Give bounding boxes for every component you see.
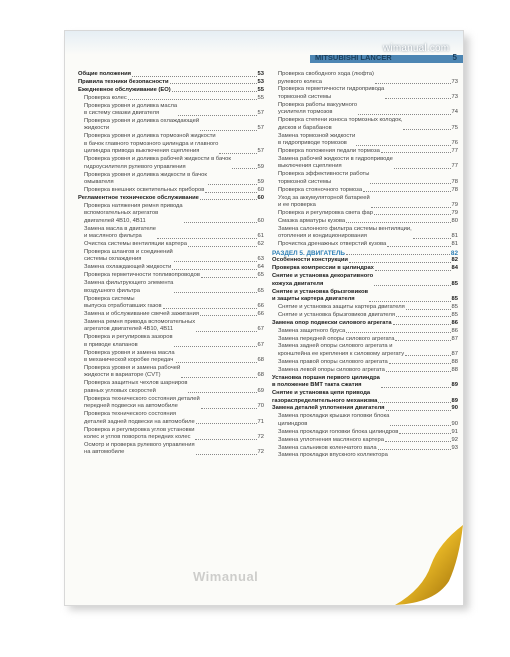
toc-entry xyxy=(272,359,458,367)
toc-page-number: 68 xyxy=(257,372,264,379)
toc-entry xyxy=(272,289,458,304)
toc-page-number: 53 xyxy=(257,78,264,85)
toc-leader-dots xyxy=(174,346,257,347)
toc-leader-dots xyxy=(181,377,256,378)
toc-entry xyxy=(78,203,264,226)
toc-entry xyxy=(78,87,264,95)
toc-entry-title: Проверка шлангов и соединений системы охлаждения xyxy=(84,248,173,263)
toc-leader-dots xyxy=(172,91,257,92)
toc-entry xyxy=(78,365,264,380)
toc-entry-title: Ежедневное обслуживание (EO) xyxy=(78,86,171,93)
toc-page-number: 86 xyxy=(451,319,458,326)
toc-leader-dots xyxy=(385,98,450,99)
toc-leader-dots xyxy=(200,315,257,316)
toc-page-number: 57 xyxy=(257,110,264,117)
toc-entry-title: Прочистка дренажных отверстий кузова xyxy=(278,241,387,248)
toc-page-number: 89 xyxy=(451,382,458,389)
toc-page-number: 84 xyxy=(451,265,458,272)
toc-leader-dots xyxy=(393,324,451,325)
toc-entry-title: Общие положения xyxy=(78,71,132,77)
toc-entry xyxy=(78,187,264,195)
toc-entry xyxy=(78,156,264,171)
toc-entry xyxy=(78,296,264,311)
toc-entry xyxy=(272,241,458,249)
toc-leader-dots xyxy=(386,410,451,411)
toc-entry xyxy=(272,367,458,375)
toc-leader-dots xyxy=(395,340,450,341)
toc-entry-title: Очистка системы вентиляции картера xyxy=(84,241,187,248)
toc-page-number: 88 xyxy=(451,366,458,373)
toc-page-number: 74 xyxy=(451,109,458,116)
toc-entry-title: Проверка уровня и доливка рабочей жидкости в бачок гидроусилителя рулевого управления xyxy=(84,156,231,170)
toc-entry xyxy=(272,156,458,171)
toc-entry-title: Проверка внешних осветительных приборов xyxy=(84,187,205,194)
toc-page-number: 60 xyxy=(257,217,264,224)
toc-right-column xyxy=(272,71,458,460)
toc-entry-title: Проверка уровня и доливка охлаждающей жидкости xyxy=(84,117,200,132)
watermark-mid: Wimanual xyxy=(193,569,259,584)
toc-page-number: 59 xyxy=(257,163,264,170)
toc-leader-dots xyxy=(196,331,256,332)
toc-entry-title: Регламентное техническое обслуживание xyxy=(78,194,199,201)
toc-page-number: 71 xyxy=(257,418,264,425)
toc-entry xyxy=(272,445,458,453)
toc-entry-title: Проверка свободного хода (люфта) рулевого колеса xyxy=(278,71,374,85)
toc-leader-dots xyxy=(188,246,257,247)
toc-leader-dots xyxy=(174,292,256,293)
toc-page-number: 81 xyxy=(451,233,458,240)
toc-entry-title: Снятие и установка брызговиков и защиты картера двигателя xyxy=(272,288,369,303)
toc-page-number: 91 xyxy=(451,428,458,435)
toc-entry-title: Проверка степени износа тормозных колодок, дисков и барабанов xyxy=(278,117,403,131)
toc-leader-dots xyxy=(132,76,256,77)
toc-entry-title: Замена ремня привода вспомогательных агрегатов двигателей 4B10, 4B11 xyxy=(84,318,196,333)
toc-page-number: 60 xyxy=(257,194,264,201)
toc-entry-title: Правила техники безопасности xyxy=(78,78,169,85)
toc-page-number: 86 xyxy=(451,327,458,334)
toc-entry xyxy=(78,411,264,426)
toc-entry xyxy=(78,249,264,264)
toc-leader-dots xyxy=(201,277,257,278)
toc-entry-title: Особенности конструкции xyxy=(272,257,348,264)
toc-page-number: 62 xyxy=(257,241,264,248)
toc-entry xyxy=(272,71,458,86)
toc-entry xyxy=(78,172,264,187)
toc-entry-title: Проверка уровня и доливка жидкости в бачок омывателя xyxy=(84,171,207,186)
toc-leader-dots xyxy=(200,199,257,200)
toc-entry xyxy=(78,272,264,280)
toc-entry-title: Замена опор подвески силового агрегата xyxy=(272,319,392,326)
toc-entry xyxy=(78,319,264,334)
toc-leader-dots xyxy=(363,191,450,192)
toc-entry xyxy=(78,380,264,395)
toc-leader-dots xyxy=(128,99,257,100)
toc-entry-title: РАЗДЕЛ 5. ДВИГАТЕЛЬ xyxy=(272,249,346,257)
toc-entry-title: Снятие и установка цепи привода газораспределительного механизма xyxy=(272,390,378,404)
toc-entry-title: Проверка и регулировка света фар xyxy=(278,209,373,216)
toc-leader-dots xyxy=(413,238,451,239)
toc-leader-dots xyxy=(369,301,450,302)
toc-leader-dots xyxy=(399,433,450,434)
toc-entry xyxy=(272,343,458,358)
toc-leader-dots xyxy=(394,168,451,169)
toc-leader-dots xyxy=(389,363,451,364)
toc-leader-dots xyxy=(387,246,450,247)
toc-entry-title: Проверка работы вакуумного усилителя тормозов xyxy=(278,101,358,116)
toc-leader-dots xyxy=(178,115,256,116)
toc-page-number: 87 xyxy=(451,335,458,342)
toc-page-number: 75 xyxy=(451,124,458,131)
toc-page-number: 78 xyxy=(451,178,458,185)
toc-leader-dots xyxy=(375,270,451,271)
toc-leader-dots xyxy=(170,83,257,84)
toc-entry-title: Проверка эффективности работы тормозной системы xyxy=(278,171,370,185)
toc-entry xyxy=(272,102,458,117)
toc-entry xyxy=(272,226,458,241)
toc-leader-dots xyxy=(381,152,451,153)
toc-leader-dots xyxy=(184,222,257,223)
toc-leader-dots xyxy=(196,423,257,424)
toc-page-number: 67 xyxy=(257,326,264,333)
toc-page-number: 85 xyxy=(451,296,458,303)
toc-entry-title: Проверка уровня и замена рабочей жидкости в вариаторе (CVT) xyxy=(84,364,181,379)
toc-entry xyxy=(272,195,458,210)
toc-entry-title: Замена масла в двигателе и масляного фильтра xyxy=(84,225,156,240)
toc-entry xyxy=(78,195,264,203)
toc-entry-title: Проверка колес xyxy=(84,94,127,101)
toc-leader-dots xyxy=(174,261,257,262)
toc-page-number: 92 xyxy=(451,436,458,443)
toc-entry-title: Замена защитного бруса xyxy=(278,327,346,334)
toc-page-number: 80 xyxy=(451,217,458,224)
toc-page-number: 76 xyxy=(451,140,458,147)
toc-left-column xyxy=(78,71,264,457)
toc-page-number: 73 xyxy=(451,78,458,85)
toc-entry-title: Замена охлаждающей жидкости xyxy=(84,264,172,271)
toc-leader-dots xyxy=(358,114,450,115)
toc-page-number: 88 xyxy=(451,358,458,365)
toc-entry-title: Проверка герметичности топливопроводов xyxy=(84,272,200,279)
toc-page-number: 69 xyxy=(257,387,264,394)
book-page xyxy=(64,30,464,606)
toc-entry-title: Замена сальников коленчатого вала xyxy=(278,444,377,451)
toc-page-number: 72 xyxy=(257,449,264,456)
toc-entry-title: Снятие и установка защиты картера двигателя xyxy=(278,304,405,311)
toc-entry xyxy=(272,413,458,428)
toc-leader-dots xyxy=(356,145,450,146)
toc-page-number: 93 xyxy=(451,444,458,451)
toc-page-number: 90 xyxy=(451,405,458,412)
toc-entry-title: Осмотр и проверка рулевого управления на автомобиле xyxy=(84,441,195,456)
toc-entry xyxy=(78,71,264,79)
watermark-top: wimanual.com xyxy=(383,43,450,54)
toc-entry-title: Проверка стояночного тормоза xyxy=(278,186,363,193)
toc-entry xyxy=(78,396,264,411)
toc-entry xyxy=(272,265,458,273)
toc-entry-title: Замена правой опоры силового агрегата xyxy=(278,358,388,365)
toc-entry-title: Проверка системы выпуска отработавших газов xyxy=(84,295,162,310)
toc-leader-dots xyxy=(346,222,450,223)
toc-page-number: 57 xyxy=(257,125,264,132)
toc-entry-title: Замена и обслуживание свечей зажигания xyxy=(84,310,199,317)
toc-leader-dots xyxy=(346,254,450,255)
toc-page-number: 65 xyxy=(257,287,264,294)
toc-page-number: 87 xyxy=(451,350,458,357)
toc-leader-dots xyxy=(201,408,257,409)
toc-entry xyxy=(272,148,458,156)
toc-entry-title: Проверка и регулировка углов установки колес и углов поворота передних колес xyxy=(84,426,195,441)
toc-entry xyxy=(272,133,458,148)
toc-leader-dots xyxy=(172,269,256,270)
toc-entry-title: Проверка защитных чехлов шарниров равных угловых скоростей xyxy=(84,380,188,394)
toc-page-number: 90 xyxy=(451,420,458,427)
toc-entry xyxy=(272,304,458,312)
toc-entry xyxy=(272,218,458,226)
toc-entry-title: Проверка технического состояния деталей задней подвески на автомобиле xyxy=(84,411,195,425)
toc-entry xyxy=(272,187,458,195)
toc-page-number: 67 xyxy=(257,341,264,348)
toc-entry xyxy=(272,320,458,328)
toc-entry xyxy=(78,427,264,442)
toc-entry-title: Проверка уровня и доливка масла в систему смазки двигателя xyxy=(84,102,178,117)
toc-page-number: 79 xyxy=(451,209,458,216)
toc-leader-dots xyxy=(371,207,451,208)
toc-entry xyxy=(78,95,264,103)
toc-entry-title: Проверка технического состояния деталей передней подвески на автомобиле xyxy=(84,395,200,410)
toc-page-number: 81 xyxy=(451,241,458,248)
toc-leader-dots xyxy=(378,402,450,403)
toc-entry xyxy=(272,452,458,460)
toc-page-number: 79 xyxy=(451,202,458,209)
toc-page-number: 72 xyxy=(257,434,264,441)
toc-entry xyxy=(78,118,264,133)
toc-entry-title: Замена фильтрующего элемента воздушного фильтра xyxy=(84,280,174,294)
toc-leader-dots xyxy=(385,441,451,442)
toc-entry-title: Замена прокладки впускного коллектора xyxy=(278,452,388,459)
toc-leader-dots xyxy=(232,168,257,169)
toc-entry-title: Проверка уровня и доливка тормозной жидкости в бачок главного тормозного цилиндра и главного цилиндра привода выключения сцепления xyxy=(84,133,219,155)
toc-leader-dots xyxy=(405,355,450,356)
toc-leader-dots xyxy=(157,238,257,239)
toc-entry xyxy=(272,257,458,265)
toc-page-number: 66 xyxy=(257,303,264,310)
toc-entry-title: Снятие и установка брызговиков двигателя xyxy=(278,311,395,318)
toc-entry xyxy=(78,311,264,319)
toc-entry-title: Уход за аккумуляторной батареей и ее проверка xyxy=(278,194,370,209)
toc-entry-title: Проверка герметичности гидропривода тормозной системы xyxy=(278,86,385,100)
toc-page-number: 85 xyxy=(451,280,458,287)
toc-entry xyxy=(78,350,264,365)
toc-entry xyxy=(272,86,458,101)
toc-entry xyxy=(272,405,458,413)
toc-leader-dots xyxy=(196,454,257,455)
toc-page-number: 82 xyxy=(451,257,458,264)
toc-page-number: 85 xyxy=(451,311,458,318)
toc-leader-dots xyxy=(374,214,451,215)
toc-entry-title: Замена прокладки головки блока цилиндров xyxy=(278,428,399,435)
toc-entry-title: Замена рабочей жидкости в гидроприводе выключения сцепления xyxy=(278,155,393,170)
toc-entry-title: Замена салонного фильтра системы вентиляции, отопления и кондиционирования xyxy=(278,225,412,240)
toc-entry-title: Проверка положения педали тормоза xyxy=(278,147,380,154)
toc-page-number: 77 xyxy=(451,163,458,170)
toc-leader-dots xyxy=(403,129,450,130)
toc-entry xyxy=(78,334,264,349)
toc-page-number: 59 xyxy=(257,179,264,186)
toc-entry xyxy=(272,210,458,218)
toc-page-number: 77 xyxy=(451,147,458,154)
toc-entry-title: Смазка арматуры кузова xyxy=(278,217,346,224)
toc-entry xyxy=(78,264,264,272)
toc-page-number: 53 xyxy=(257,71,264,77)
toc-entry xyxy=(272,390,458,405)
toc-entry-title: Установка поршня первого цилиндра в положение ВМТ такта сжатия xyxy=(272,374,380,389)
toc-leader-dots xyxy=(205,192,256,193)
toc-entry xyxy=(272,375,458,390)
toc-entry xyxy=(78,442,264,457)
toc-page-number: 70 xyxy=(257,403,264,410)
toc-leader-dots xyxy=(208,184,257,185)
toc-entry xyxy=(78,241,264,249)
toc-leader-dots xyxy=(200,130,256,131)
toc-page-number: 63 xyxy=(257,256,264,263)
toc-entry xyxy=(272,117,458,132)
toc-leader-dots xyxy=(381,387,451,388)
toc-entry-title: Замена передней опоры силового агрегата xyxy=(278,335,395,342)
toc-entry xyxy=(78,103,264,118)
toc-page-number: 73 xyxy=(451,93,458,100)
toc-leader-dots xyxy=(374,285,450,286)
toc-entry-title: Проверка уровня и замена масла в механической коробке передач xyxy=(84,349,175,364)
toc-leader-dots xyxy=(370,183,450,184)
toc-leader-dots xyxy=(386,371,451,372)
toc-entry xyxy=(272,328,458,336)
toc-entry xyxy=(272,312,458,320)
toc-page-number: 64 xyxy=(257,264,264,271)
toc-leader-dots xyxy=(163,308,257,309)
toc-leader-dots xyxy=(219,153,256,154)
toc-entry xyxy=(78,226,264,241)
toc-entry-title: Замена уплотнения масляного картера xyxy=(278,436,384,443)
toc-page-number: 89 xyxy=(451,397,458,404)
toc-page-number: 57 xyxy=(257,148,264,155)
toc-entry-title: Проверка компрессии в цилиндрах xyxy=(272,265,374,272)
toc-page-number: 85 xyxy=(451,304,458,311)
toc-entry-title: Замена прокладки крышки головки блока цилиндров xyxy=(278,413,390,427)
toc-entry xyxy=(272,273,458,288)
page-number: 5 xyxy=(452,53,457,62)
toc-entry xyxy=(272,250,458,258)
toc-page-number: 65 xyxy=(257,272,264,279)
toc-entry-title: Замена деталей уплотнения двигателя xyxy=(272,405,385,412)
toc-page-number: 68 xyxy=(257,357,264,364)
toc-entry-title: Снятие и установка декоративного кожуха двигателя xyxy=(272,273,374,287)
toc-leader-dots xyxy=(375,83,451,84)
header-title: MITSUBISHI LANCER xyxy=(315,53,392,62)
toc-leader-dots xyxy=(396,316,451,317)
toc-entry-title: Замена левой опоры силового агрегата xyxy=(278,366,385,373)
toc-leader-dots xyxy=(188,392,256,393)
toc-entry xyxy=(78,79,264,87)
toc-entry xyxy=(272,336,458,344)
toc-entry-title: Замена задней опоры силового агрегата и кронштейна ее крепления к силовому агрегату xyxy=(278,343,405,357)
toc-leader-dots xyxy=(406,309,451,310)
toc-entry-title: Проверка и регулировка зазоров в приводе клапанов xyxy=(84,334,173,348)
toc-page-number: 61 xyxy=(257,233,264,240)
page-curl xyxy=(395,525,463,605)
toc-entry-title: Замена тормозной жидкости в гидроприводе тормозов xyxy=(278,132,356,147)
toc-entry xyxy=(78,280,264,295)
toc-page-number: 78 xyxy=(451,186,458,193)
toc-leader-dots xyxy=(195,439,256,440)
toc-page-number: 55 xyxy=(257,94,264,101)
toc-leader-dots xyxy=(346,332,450,333)
toc-leader-dots xyxy=(349,262,451,263)
toc-entry xyxy=(78,133,264,156)
toc-leader-dots xyxy=(390,425,450,426)
toc-leader-dots xyxy=(176,362,257,363)
toc-entry xyxy=(272,429,458,437)
toc-leader-dots xyxy=(378,449,451,450)
toc-entry-title: Проверка натяжения ремня привода вспомогательных агрегатов двигателей 4B10, 4B11 xyxy=(84,202,183,224)
toc-entry xyxy=(272,437,458,445)
toc-page-number: 60 xyxy=(257,187,264,194)
toc-page-number: 82 xyxy=(450,249,458,257)
toc-entry xyxy=(272,171,458,186)
toc-page-number: 55 xyxy=(257,86,264,93)
toc-page-number: 66 xyxy=(257,310,264,317)
